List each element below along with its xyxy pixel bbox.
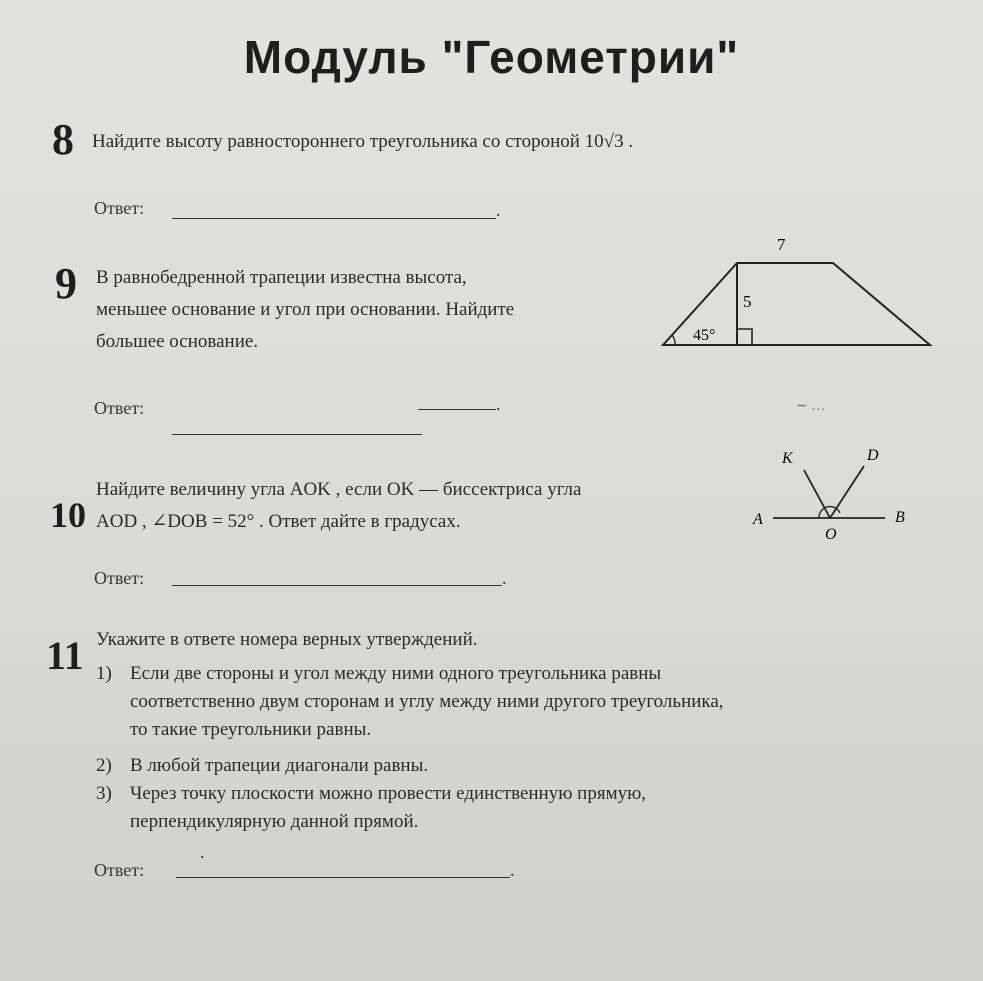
- question-11-answer-label: Ответ:: [94, 860, 145, 880]
- height-label: 5: [743, 292, 752, 311]
- question-11-number: 11: [46, 633, 84, 678]
- statement-line: то такие треугольники равны.: [130, 719, 372, 740]
- base-angle-arc: [672, 335, 675, 345]
- faint-mark: ∼ …: [796, 399, 826, 414]
- statement-3-number: 3): [96, 783, 112, 804]
- question-10-text: [96, 474, 746, 538]
- question-10-answer-period: .: [502, 568, 507, 588]
- statement-1: [96, 660, 920, 744]
- point-A-label: A: [753, 511, 763, 528]
- question-10-text-line: AOD , ∠DOB = 52° . Ответ дайте в градусах.: [96, 511, 461, 532]
- question-9-number: 9: [55, 259, 77, 308]
- statement-1-number: 1): [96, 663, 112, 684]
- right-angle-mark: [737, 329, 752, 345]
- question-8-text: Найдите высоту равностороннего треугольника со стороной 10√3 .: [92, 131, 634, 152]
- point-D-label: D: [867, 447, 879, 464]
- page-title: Модуль "Геометрии": [243, 31, 740, 83]
- point-K-label: K: [782, 450, 793, 467]
- statement-3: [96, 780, 920, 836]
- question-11-answer-period: .: [510, 860, 515, 880]
- angle-figure: [745, 440, 920, 545]
- trapezoid-figure: [655, 230, 945, 355]
- top-base-label: 7: [777, 235, 786, 254]
- point-O-label: O: [825, 526, 837, 543]
- question-10-answer-label: Ответ:: [94, 568, 145, 588]
- statement-line: перпендикулярную данной прямой.: [130, 811, 419, 832]
- statement-2-number: 2): [96, 755, 112, 776]
- point-B-label: B: [895, 509, 905, 526]
- question-10-number: 10: [50, 495, 86, 535]
- question-10-text-line: Найдите величину угла AOK , если OK — биссектриса угла: [96, 479, 582, 500]
- statement-2: [96, 752, 920, 780]
- statement-line: Через точку плоскости можно провести единственную прямую,: [130, 783, 647, 804]
- question-9-text-line: меньшее основание и угол при основании. Найдите: [96, 299, 515, 320]
- question-10-answer-line[interactable]: [172, 585, 502, 586]
- statement-line: соответственно двум сторонам и углу между ними другого треугольника,: [130, 691, 724, 712]
- question-9-answer-label: Ответ:: [94, 398, 145, 418]
- question-9-answer-line[interactable]: [418, 409, 496, 410]
- question-9-answer-period: .: [496, 394, 501, 414]
- question-8-number: 8: [52, 115, 74, 164]
- stray-dot: .: [200, 842, 205, 862]
- question-9-text-line: В равнобедренной трапеции известна высота,: [96, 267, 467, 288]
- angle-label: 45°: [693, 327, 716, 344]
- question-8-answer-label: Ответ:: [94, 198, 145, 218]
- ray-OD: [830, 466, 864, 518]
- ray-OK: [804, 470, 830, 518]
- question-8-answer-period: .: [496, 200, 501, 220]
- question-9-extra-line: [172, 434, 422, 435]
- question-11-text: Укажите в ответе номера верных утверждений.: [96, 629, 478, 650]
- question-11-answer-line[interactable]: [176, 877, 510, 878]
- question-9-text: [96, 262, 656, 358]
- question-8-answer-line[interactable]: [172, 218, 496, 219]
- statement-line: В любой трапеции диагонали равны.: [130, 755, 429, 776]
- question-9-text-line: большее основание.: [96, 331, 259, 352]
- statement-line: Если две стороны и угол между ними одного треугольника равны: [130, 663, 662, 684]
